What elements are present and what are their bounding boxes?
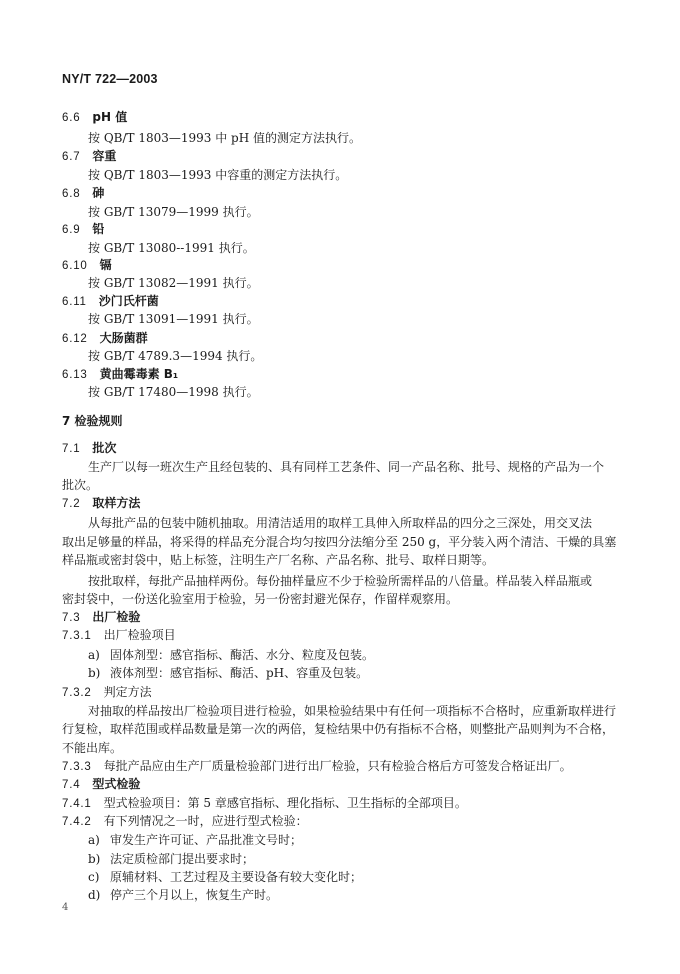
section-number: 6.9 — [62, 224, 81, 236]
list-item — [88, 870, 362, 884]
section-6-6-text: 按 QB/T 1803—1993 中 pH 值的测定方法执行。 — [88, 131, 362, 145]
list-item — [88, 666, 368, 680]
section-number: 6.11 — [62, 296, 87, 308]
section-number: 7.3.2 — [62, 687, 92, 699]
section-title: 批次 — [92, 441, 117, 455]
list-marker: a) — [88, 648, 100, 662]
list-marker: c) — [88, 870, 100, 884]
section-number: 6.12 — [62, 333, 88, 345]
list-marker: a) — [88, 833, 100, 847]
section-number: 7.2 — [62, 498, 81, 510]
section-7-4-2 — [62, 814, 308, 829]
section-number: 6.13 — [62, 369, 88, 381]
page-number: 4 — [62, 902, 69, 913]
list-item-text: 固体剂型：感官指标、酶活、水分、粒度及包装。 — [110, 648, 375, 662]
section-6-7-text: 按 QB/T 1803—1993 中容重的测定方法执行。 — [88, 168, 348, 182]
section-number: 6.8 — [62, 188, 81, 200]
chapter-7-title: 7 检验规则 — [62, 414, 123, 428]
section-6-10-text: 按 GB/T 13082—1991 执行。 — [88, 276, 259, 290]
list-item — [88, 833, 302, 847]
section-7-2-p2-line-2: 密封袋中，一份送化验室用于检验，另一份密封避光保存，作留样观察用。 — [62, 592, 459, 606]
section-7-3-2-heading — [62, 685, 152, 700]
list-item — [88, 852, 254, 866]
section-title: 大肠菌群 — [99, 331, 148, 345]
section-title: pH 值 — [92, 110, 128, 124]
section-7-3-3 — [62, 759, 572, 774]
list-item-text: 审发生产许可证、产品批准文号时； — [110, 833, 303, 847]
list-item — [88, 888, 278, 902]
section-text: 有下列情况之一时，应进行型式检验： — [103, 814, 308, 828]
section-6-9-text: 按 GB/T 13080--1991 执行。 — [88, 241, 255, 255]
section-7-4-1 — [62, 796, 467, 811]
section-7-2-p1-line-1: 从每批产品的包装中随机抽取。用清洁适用的取样工具伸入所取样品的四分之三深处，用交叉法 — [88, 516, 593, 530]
section-title: 取样方法 — [92, 496, 141, 510]
section-number: 6.6 — [62, 112, 81, 124]
section-6-12-text: 按 GB/T 4789.3—1994 执行。 — [88, 349, 263, 363]
list-marker: b) — [88, 666, 101, 680]
section-title: 出厂检验项目 — [103, 628, 176, 642]
section-6-11-heading — [62, 294, 159, 309]
list-item-text: 液体剂型：感官指标、酶活、pH、容重及包装。 — [110, 666, 369, 680]
section-number: 7.3 — [62, 612, 81, 624]
section-6-13-heading — [62, 367, 178, 382]
section-7-1-line-1: 生产厂以每一班次生产且经包装的、具有同样工艺条件、同一产品名称、批号、规格的产品为一个 — [88, 460, 605, 474]
section-6-6-heading — [62, 110, 127, 125]
section-7-1-heading — [62, 441, 116, 456]
section-title: 容重 — [92, 149, 117, 163]
section-title: 出厂检验 — [92, 610, 141, 624]
section-number: 6.7 — [62, 151, 81, 163]
section-title: 铅 — [92, 222, 105, 236]
section-7-3-2-line-2: 行复检，取样范围或样品数量是第一次的两倍，复检结果中仍有指标不合格，则整批产品则判为不合格， — [62, 722, 615, 736]
section-7-2-p2-line-1: 按批取样，每批产品抽样两份。每份抽样量应不少于检验所需样品的八倍量。样品装入样品瓶或 — [88, 574, 593, 588]
section-title: 黄曲霉毒素 B₁ — [99, 367, 179, 381]
section-title: 砷 — [92, 186, 105, 200]
section-number: 6.10 — [62, 260, 88, 272]
standard-code: NY/T 722—2003 — [62, 72, 158, 86]
section-number: 7.4.1 — [62, 798, 92, 810]
section-6-12-heading — [62, 331, 148, 346]
section-number: 7.4 — [62, 779, 81, 791]
section-7-3-2-line-3: 不能出库。 — [62, 741, 123, 755]
section-number: 7.3.1 — [62, 630, 92, 642]
section-title: 沙门氏杆菌 — [98, 294, 159, 308]
section-7-2-heading — [62, 496, 140, 511]
section-text: 型式检验项目：第 5 章感官指标、理化指标、卫生指标的全部项目。 — [103, 796, 467, 810]
section-title: 判定方法 — [103, 685, 152, 699]
section-number: 7.4.2 — [62, 816, 92, 828]
section-7-4-heading — [62, 777, 140, 792]
section-7-2-p1-line-2: 取出足够量的样品，将采得的样品充分混合均匀按四分法缩分至 250 g，平分装入两个清洁、干燥的具塞 — [62, 535, 617, 549]
section-6-7-heading — [62, 149, 116, 164]
section-title: 型式检验 — [92, 777, 141, 791]
list-marker: b) — [88, 852, 101, 866]
list-item-text: 停产三个月以上，恢复生产时。 — [110, 888, 279, 902]
section-6-13-text: 按 GB/T 17480—1998 执行。 — [88, 385, 259, 399]
section-6-9-heading — [62, 222, 104, 237]
section-7-3-2-line-1: 对抽取的样品按出厂检验项目进行检验，如果检验结果中有任何一项指标不合格时，应重新取样进行 — [88, 704, 617, 718]
section-7-3-1-heading — [62, 628, 176, 643]
section-6-8-text: 按 GB/T 13079—1999 执行。 — [88, 205, 259, 219]
section-7-1-line-2: 批次。 — [62, 478, 99, 492]
list-item-text: 法定质检部门提出要求时； — [110, 852, 255, 866]
section-7-2-p1-line-3: 样品瓶或密封袋中，贴上标签，注明生产厂名称、产品名称、批号、取样日期等。 — [62, 553, 495, 567]
section-number: 7.3.3 — [62, 761, 92, 773]
section-6-10-heading — [62, 258, 112, 273]
section-title: 镉 — [99, 258, 112, 272]
section-text: 每批产品应由生产厂质量检验部门进行出厂检验，只有检验合格后方可签发合格证出厂。 — [103, 759, 572, 773]
list-marker: d) — [88, 888, 101, 902]
section-7-3-heading — [62, 610, 140, 625]
list-item-text: 原辅材料、工艺过程及主要设备有较大变化时； — [110, 870, 363, 884]
section-6-8-heading — [62, 186, 104, 201]
section-number: 7.1 — [62, 443, 81, 455]
list-item — [88, 648, 374, 662]
section-6-11-text: 按 GB/T 13091—1991 执行。 — [88, 312, 259, 326]
